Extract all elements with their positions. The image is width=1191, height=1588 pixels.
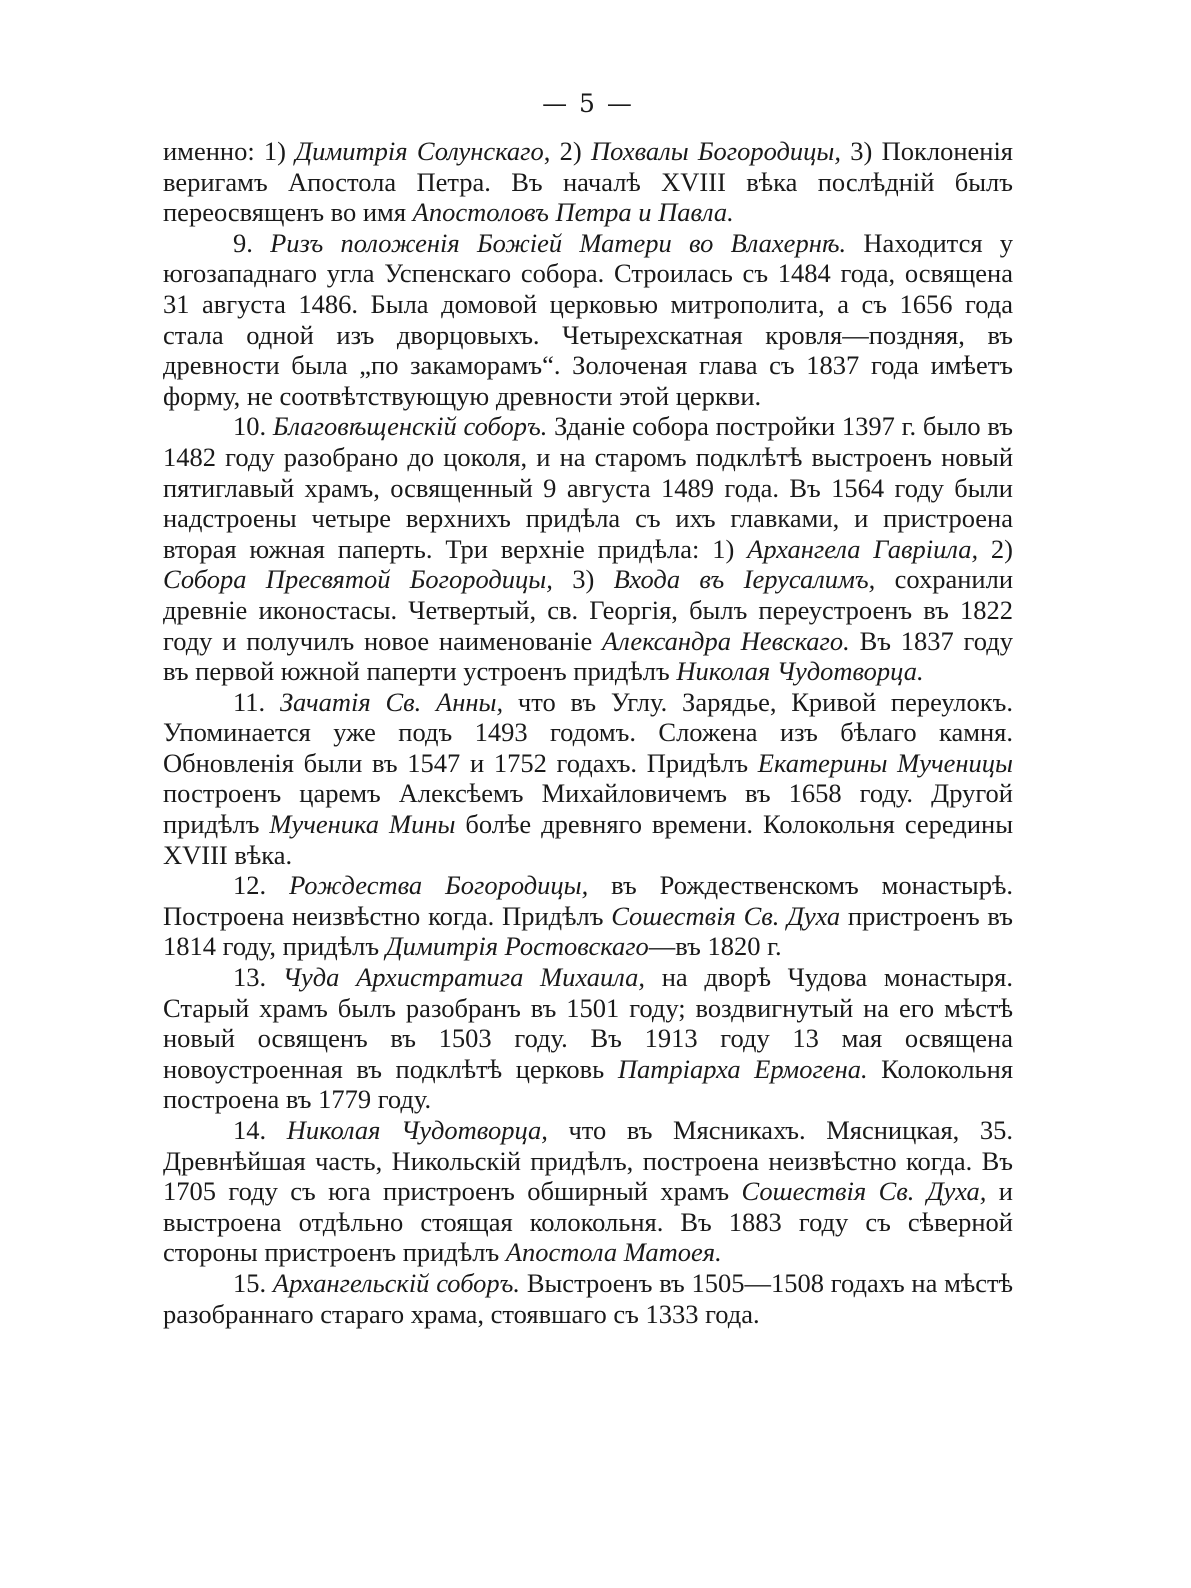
text-run: 13. bbox=[233, 962, 283, 993]
text-run: пристроенъ въ 1814 году, придѣлъ bbox=[163, 900, 1013, 962]
paragraph bbox=[163, 870, 1013, 962]
italic-run: Архангела Гавріила, bbox=[747, 533, 979, 564]
paragraph bbox=[163, 1115, 1013, 1268]
text-run: Зданіе собора постройки 1397 г. было въ 1482 году разобрано до цоколя, и на старомъ подклѣтѣ выстроенъ новый пятиглавый храмъ, освященный 9 августа 1489 года. Въ 1564 году были надстроены четыре верхнихъ придѣла съ ихъ главками, и пристроена вторая южная паперть. Три верхніе придѣла: 1) bbox=[163, 411, 1013, 564]
italic-run: Николая Чудотворца, bbox=[286, 1115, 548, 1145]
text-run: , 2) bbox=[543, 136, 591, 166]
page-number: — 5 — bbox=[542, 89, 634, 118]
text-run: 3) bbox=[552, 564, 614, 595]
text-run: Находится у югозападнаго угла Успенскаго собора. Строилась съ 1484 года, освящена 31 августа 1486. Была домовой церковью митрополита, а съ 1656 года стала одной изъ дворцовыхъ. Четырехскатная кровля—поздняя, въ древности была „по закаморамъ“. Золоченая глава съ 1837 года имѣетъ форму, не соотвѣтствующую древности этой церкви. bbox=[163, 227, 1014, 411]
italic-run: Похвалы Богородицы, bbox=[590, 136, 842, 166]
text-run: 14. bbox=[233, 1115, 287, 1145]
text-run: что въ Мясникахъ. Мясницкая, 35. Древнѣйшая часть, Никольскій придѣлъ, построена неизвѣстно когда. Въ 1705 году съ юга пристроенъ обширный храмъ bbox=[163, 1115, 1013, 1207]
text-run: Выстроенъ въ 1505—1508 годахъ на мѣстѣ разобраннаго стараго храма, стоявшаго съ 1333 года. bbox=[163, 1267, 1014, 1329]
italic-run: Сошествія Св. Духа bbox=[611, 900, 841, 931]
text-run: 2) bbox=[978, 533, 1014, 564]
italic-run: Димитрія Солунскаго bbox=[295, 136, 544, 166]
paragraph bbox=[163, 136, 1013, 228]
italic-run: Ризъ положенія Божіей Матери во Влахернѣ. bbox=[270, 227, 847, 258]
text-run: на дворѣ Чудова монастыря. Старый храмъ былъ разобранъ въ 1501 году; воздвигнутый на его мѣстѣ новый освященъ въ 1503 году. Въ 1913 году 13 мая освящена новоустроенная въ подклѣтѣ церковь bbox=[163, 962, 1013, 1084]
italic-run: Сошествія Св. Духа, bbox=[741, 1176, 987, 1207]
paragraph bbox=[163, 1268, 1013, 1329]
text-run: въ Рождественскомъ монастырѣ. Построена неизвѣстно когда. Придѣлъ bbox=[163, 870, 1013, 931]
text-run: 10. bbox=[233, 411, 273, 442]
italic-run: Патріарха Ермогена. bbox=[617, 1053, 868, 1084]
text-run: сохранили древніе иконостасы. Четвертый, св. Георгія, былъ переустроенъ въ 1822 году и получилъ новое наименованіе bbox=[163, 564, 1013, 656]
italic-run: Екатерины Мученицы bbox=[757, 747, 1013, 778]
text-run: что въ Углу. Зарядье, Кривой переулокъ. Упоминается уже подъ 1493 годомъ. Сложена изъ бѣлаго камня. Обновленія были въ 1547 и 1752 годахъ. Придѣлъ bbox=[163, 686, 1013, 778]
text-run: Въ 1837 году въ первой южной паперти устроенъ придѣлъ bbox=[163, 625, 1013, 687]
italic-run: Благовѣщенскій соборъ. bbox=[272, 411, 548, 442]
text-run: —въ 1820 г. bbox=[648, 931, 782, 962]
text-run: и выстроена отдѣльно стоящая колокольня. Въ 1883 году съ сѣверной стороны пристроенъ придѣлъ bbox=[163, 1176, 1013, 1268]
text-run: 12. bbox=[233, 870, 290, 901]
body-text bbox=[163, 136, 1013, 1329]
paragraph bbox=[163, 228, 1013, 412]
paragraph bbox=[163, 411, 1013, 686]
italic-run: Входа въ Іерусалимъ, bbox=[613, 564, 876, 595]
italic-run: Александра Невскаго. bbox=[602, 625, 850, 656]
text-run: именно: 1) bbox=[163, 136, 296, 166]
italic-run: Димитрія Ростовскаго bbox=[385, 931, 649, 962]
italic-run: Собора Пресвятой Богородицы, bbox=[163, 564, 553, 595]
italic-run: Зачатія Св. Анны, bbox=[279, 686, 504, 717]
italic-run: Чуда Архистратига Михаила, bbox=[282, 962, 646, 993]
paragraph bbox=[163, 962, 1013, 1115]
italic-run: Архангельскій соборъ. bbox=[272, 1267, 521, 1298]
document-page bbox=[163, 82, 1013, 1329]
text-run: построенъ царемъ Алексѣемъ Михайловичемъ въ 1658 году. Другой придѣлъ bbox=[163, 778, 1013, 840]
text-run: 3) Поклоненія веригамъ Апостола Петра. Въ началѣ XVIII вѣка послѣдній былъ переосвященъ во имя bbox=[163, 136, 1013, 228]
text-run: Колокольня построена въ 1779 году. bbox=[163, 1053, 1014, 1115]
text-run: 9. bbox=[233, 227, 271, 258]
italic-run: Апостола Матоея. bbox=[505, 1237, 722, 1268]
text-run: 15. bbox=[233, 1267, 273, 1298]
italic-run: Апостоловъ Петра и Павла. bbox=[412, 197, 734, 228]
paragraph bbox=[163, 687, 1013, 871]
italic-run: Рождества Богородицы, bbox=[289, 870, 589, 901]
italic-run: Мученика Мины bbox=[269, 809, 456, 840]
text-run: болѣе древняго времени. Колокольня середины XVIII вѣка. bbox=[163, 809, 1013, 870]
text-run: 11. bbox=[233, 686, 280, 717]
italic-run: Николая Чудотворца. bbox=[676, 656, 924, 687]
